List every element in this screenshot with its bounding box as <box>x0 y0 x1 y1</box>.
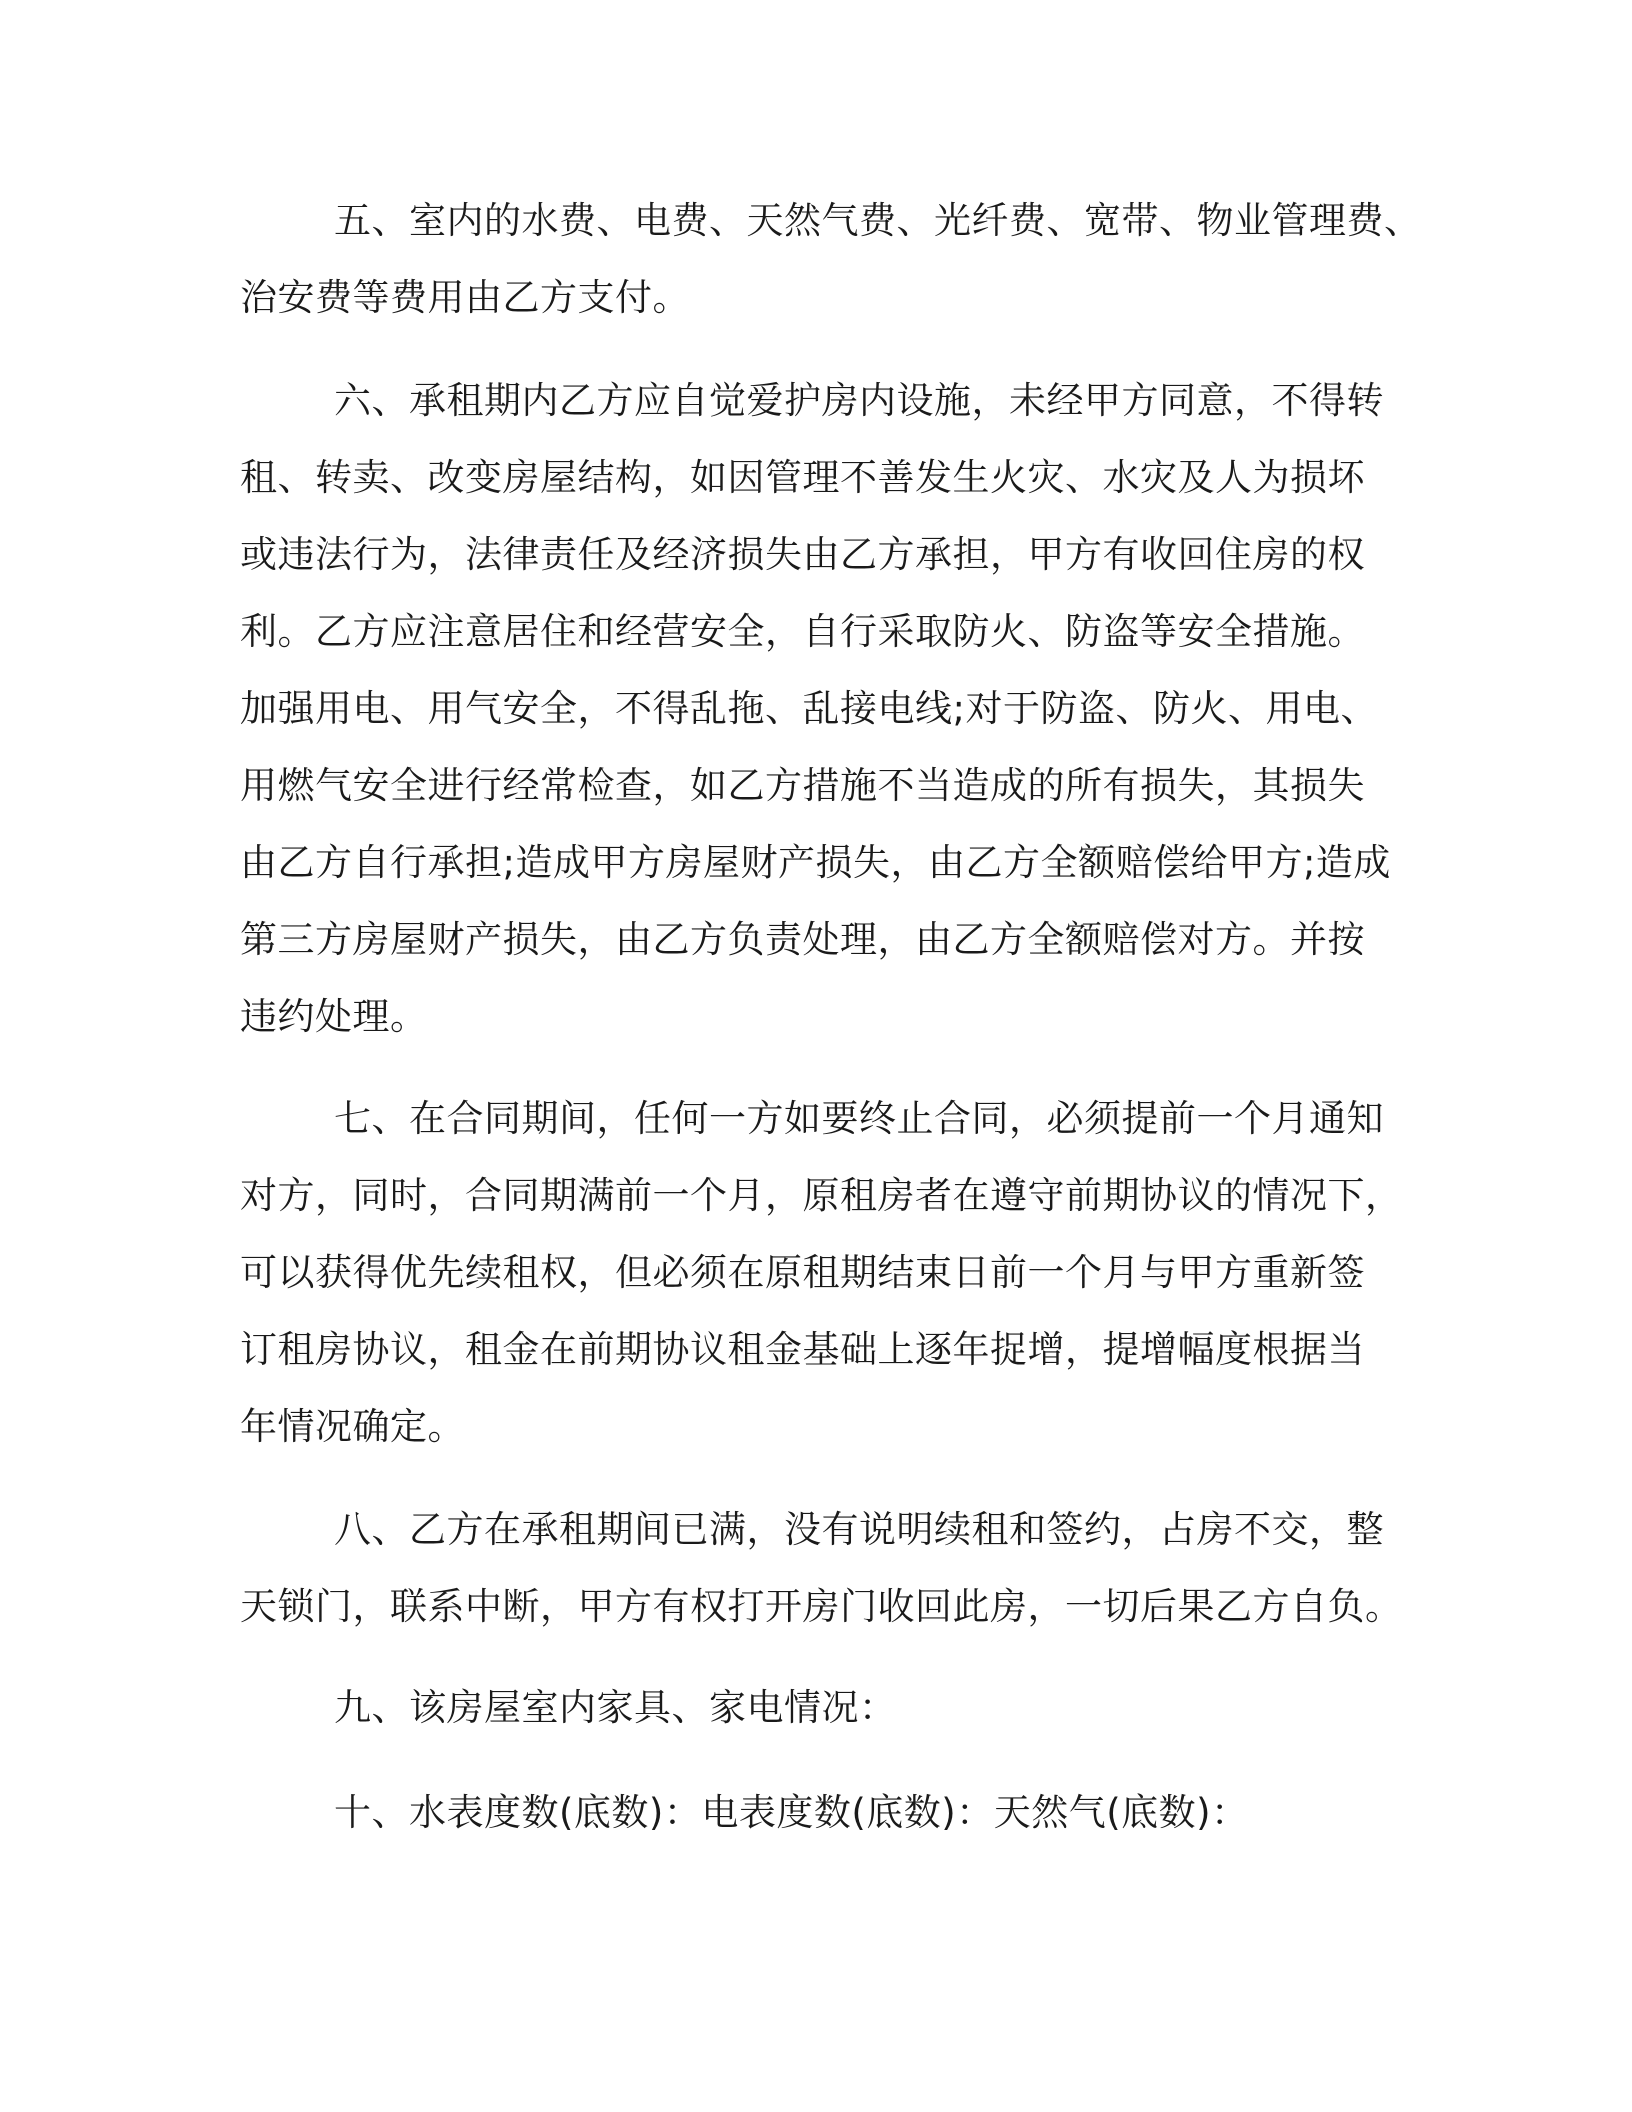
clause-line: 六、承租期内乙方应自觉爱护房内设施，未经甲方同意，不得转 <box>334 379 1384 422</box>
clause-6 <box>240 362 1390 1055</box>
clause-line: 年情况确定。 <box>240 1405 465 1448</box>
clause-line: 九、该房屋室内家具、家电情况： <box>334 1686 897 1729</box>
clause-line: 可以获得优先续租权，但必须在原租期结束日前一个月与甲方重新签 <box>240 1251 1365 1294</box>
clause-7 <box>240 1080 1403 1465</box>
clause-line: 对方，同时，合同期满前一个月，原租房者在遵守前期协议的情况下， <box>240 1174 1403 1217</box>
clause-line: 治安费等费用由乙方支付。 <box>240 276 690 319</box>
clause-line: 订租房协议，租金在前期协议租金基础上逐年捉增，提增幅度根据当 <box>240 1328 1365 1371</box>
clause-line: 加强用电、用气安全，不得乱拖、乱接电线;对于防盗、防火、用电、 <box>240 687 1378 730</box>
clause-line: 十、水表度数(底数)：电表度数(底数)：天然气(底数)： <box>334 1791 1249 1834</box>
clause-line: 用燃气安全进行经常检查，如乙方措施不当造成的所有损失，其损失 <box>240 764 1365 807</box>
clause-line: 第三方房屋财产损失，由乙方负责处理，由乙方全额赔偿对方。并按 <box>240 918 1365 961</box>
clause-5 <box>240 182 1422 336</box>
clause-line: 八、乙方在承租期间已满，没有说明续租和签约，占房不交，整 <box>334 1508 1384 1551</box>
clause-line: 由乙方自行承担;造成甲方房屋财产损失，由乙方全额赔偿给甲方;造成 <box>240 841 1391 884</box>
clause-line: 租、转卖、改变房屋结构，如因管理不善发生火灾、水灾及人为损坏 <box>240 456 1365 499</box>
clause-line: 七、在合同期间，任何一方如要终止合同，必须提前一个月通知 <box>334 1097 1384 1140</box>
clause-line: 利。乙方应注意居住和经营安全，自行采取防火、防盗等安全措施。 <box>240 610 1365 653</box>
clause-line: 五、室内的水费、电费、天然气费、光纤费、宽带、物业管理费、 <box>334 199 1422 242</box>
clause-line: 或违法行为，法律责任及经济损失由乙方承担，甲方有收回住房的权 <box>240 533 1365 576</box>
clause-line: 天锁门，联系中断，甲方有权打开房门收回此房，一切后果乙方自负。 <box>240 1585 1403 1628</box>
clause-8 <box>240 1491 1403 1645</box>
clause-9 <box>240 1669 1390 1746</box>
clause-10 <box>240 1774 1390 1851</box>
clause-line: 违约处理。 <box>240 995 428 1038</box>
